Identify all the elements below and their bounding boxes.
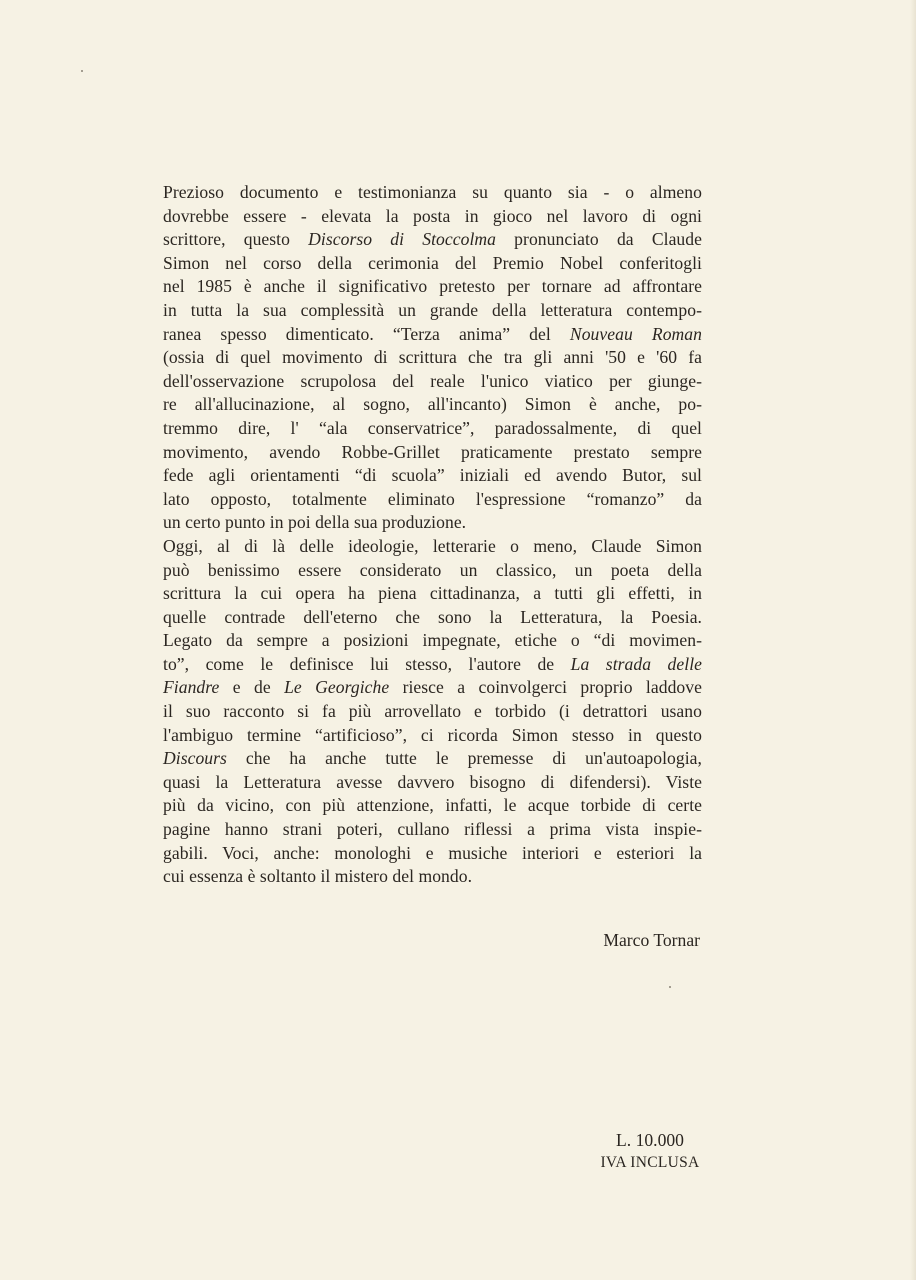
text-line	[163, 252, 702, 276]
text-line	[163, 747, 702, 771]
text-run: ranea spesso dimenticato. “Terza anima” del	[163, 323, 570, 344]
text-line	[163, 275, 702, 299]
text-line	[163, 323, 702, 347]
vat-label: IVA INCLUSA	[600, 1154, 700, 1171]
text-run: fede agli orientamenti “di scuola” iniziali ed avendo Butor, sul	[163, 465, 702, 486]
text-run: e de	[219, 677, 285, 698]
text-run: Oggi, al di là delle ideologie, letterarie o meno, Claude Simon	[163, 535, 702, 556]
text-line	[163, 818, 702, 842]
text-run: più da vicino, con più attenzione, infatti, le acque torbide di certe	[163, 795, 702, 816]
page-edge-shadow	[910, 0, 916, 1280]
text-line	[163, 205, 702, 229]
text-line	[163, 724, 702, 748]
text-run: un certo punto in poi della sua produzione.	[163, 512, 467, 533]
italic-title: Discorso di Stoccolma	[308, 229, 496, 250]
text-run: to”, come le definisce lui stesso, l'autore de	[163, 653, 571, 674]
italic-title: Fiandre	[163, 677, 220, 698]
text-run: può benissimo essere considerato un classico, un poeta della	[163, 559, 702, 580]
text-line	[163, 606, 702, 630]
text-run: lato opposto, totalmente eliminato l'espressione “romanzo” da	[163, 488, 702, 509]
text-run: quasi la Letteratura avesse davvero bisogno di difendersi). Viste	[163, 771, 702, 792]
text-run: che ha anche tutte le premesse di un'autoapologia,	[226, 748, 702, 769]
text-run: l'ambiguo termine “artificioso”, ci ricorda Simon stesso in questo	[163, 724, 702, 745]
price-block	[560, 1128, 740, 1174]
text-line	[163, 865, 702, 889]
text-run: scrittura la cui opera ha piena cittadinanza, a tutti gli effetti, in	[163, 583, 702, 604]
text-run: cui essenza è soltanto il mistero del mondo.	[163, 866, 473, 887]
text-run: gabili. Voci, anche: monologhi e musiche interiori e esteriori la	[163, 842, 702, 863]
text-run: movimento, avendo Robbe-Grillet praticamente prestato sempre	[163, 441, 702, 462]
text-line	[163, 441, 702, 465]
text-line	[163, 464, 702, 488]
text-line	[163, 559, 702, 583]
text-line	[163, 653, 702, 677]
text-line	[163, 842, 702, 866]
text-line	[163, 299, 702, 323]
italic-title: Discours	[163, 748, 227, 769]
text-line	[163, 228, 702, 252]
italic-title: Le Georgiche	[284, 677, 390, 698]
text-run: tremmo dire, l' “ala conservatrice”, paradossalmente, di quel	[163, 417, 702, 438]
text-run: riesce a coinvolgerci proprio laddove	[389, 677, 702, 698]
text-line	[163, 393, 702, 417]
text-line	[163, 794, 702, 818]
text-line	[163, 771, 702, 795]
text-run: re all'allucinazione, al sogno, all'incanto) Simon è anche, po-	[163, 394, 702, 415]
text-line	[163, 346, 702, 370]
text-run: il suo racconto si fa più arrovellato e torbido (i detrattori usano	[163, 701, 702, 722]
text-run: in tutta la sua complessità un grande della letteratura contempo-	[163, 299, 702, 320]
text-run: pronunciato da Claude	[496, 229, 702, 250]
text-run: pagine hanno strani poteri, cullano riflessi a prima vista inspie-	[163, 819, 702, 840]
text-line	[163, 417, 702, 441]
price-label: L. 10.000	[616, 1130, 684, 1150]
blurb-text	[163, 181, 702, 889]
text-run: nel 1985 è anche il significativo pretesto per tornare ad affrontare	[163, 276, 702, 297]
italic-title: Nouveau Roman	[569, 323, 702, 344]
paper-speck	[81, 70, 83, 72]
text-line	[163, 535, 702, 559]
text-run: quelle contrade dell'eterno che sono la Letteratura, la Poesia.	[163, 606, 702, 627]
text-line	[163, 511, 702, 535]
text-line	[163, 582, 702, 606]
text-line	[163, 488, 702, 512]
text-run: (ossia di quel movimento di scrittura che tra gli anni '50 e '60 fa	[163, 347, 702, 368]
text-run: Simon nel corso della cerimonia del Premio Nobel conferitogli	[163, 252, 702, 273]
text-line	[163, 629, 702, 653]
italic-title: La strada delle	[570, 653, 703, 674]
text-line	[163, 370, 702, 394]
text-run: Legato da sempre a posizioni impegnate, etiche o “di movimen-	[163, 630, 702, 651]
text-line	[163, 676, 702, 700]
text-line	[163, 700, 702, 724]
text-run: dell'osservazione scrupolosa del reale l'unico viatico per giunge-	[163, 370, 702, 391]
paper-speck	[669, 986, 671, 988]
author-signature: Marco Tornar	[603, 930, 700, 950]
text-run: dovrebbe essere - elevata la posta in gioco nel lavoro di ogni	[163, 205, 702, 226]
text-line	[163, 181, 702, 205]
text-run: scrittore, questo	[163, 229, 309, 250]
text-run: Prezioso documento e testimonianza su quanto sia - o almeno	[163, 182, 702, 202]
